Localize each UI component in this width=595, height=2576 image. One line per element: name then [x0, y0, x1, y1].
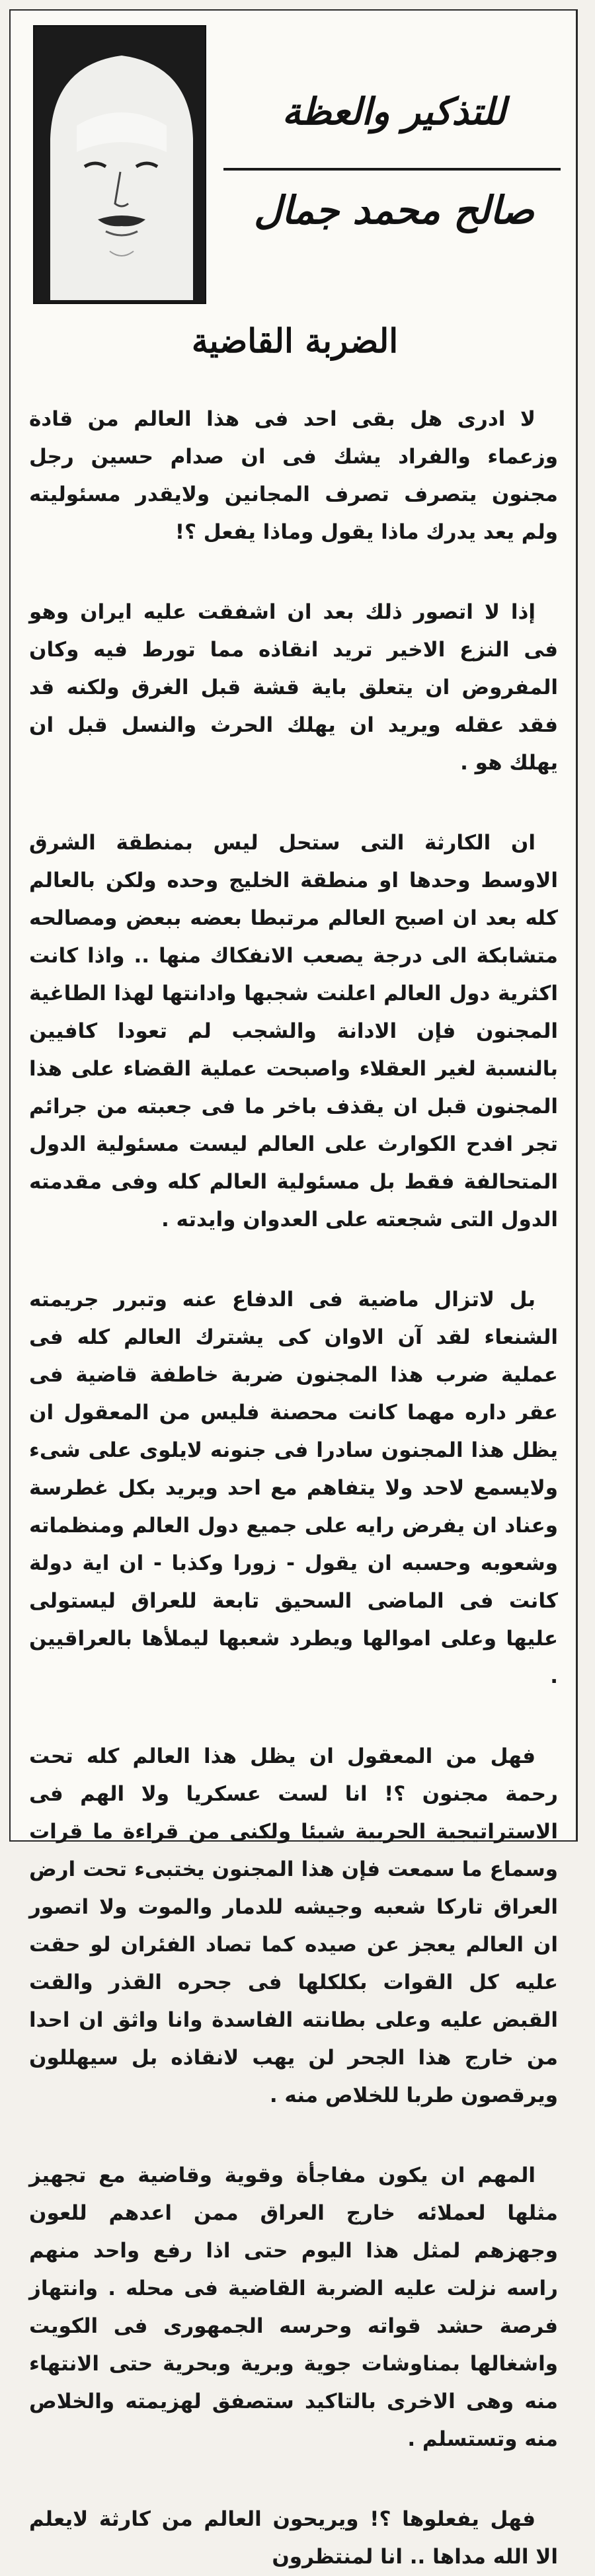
article-paragraph: المهم ان يكون مفاجأة وقوية وقاضية مع تجهيز مثلها لعملائه خارج العراق ممن اعدهم للعون وجهزهم لمثل هذا اليوم حتى اذا رفع واحد منهم راسه نزلت عليه الضربة القاضية فى محله . وانتهاز فرصة حشد قواته وحرسه الجمهورى فى الكويت واشغالها بمناوشات جوية وبرية وبحرية حتى الانتهاء منه وهى الاخرى بالتاكيد ستصفق لهزيمته والخلاص منه وتستسلم . [29, 2164, 558, 2451]
article-paragraph: ان الكارثة التى ستحل ليس بمنطقة الشرق الاوسط وحدها او منطقة الخليج وحده ولكن بالعالم كله بعد ان اصبح العالم مرتبطا بعضه ببعض ومصالحه متشابكة الى درجة يصعب الانفكاك منها .. واذا كانت اكثرية دول العالم اعلنت شجبها وادانتها لهذا الطاغية المجنون فإن الادانة والشجب لم تعودا كافيين بالنسبة لغير العقلاء واصبحت عملية القضاء على هذا المجنون قبل ان يقذف باخر ما فى جعبته من جرائم تجر افدح الكوارث على العالم ليست مسئولية الدول المتحالفة فقط بل مسئولية العالم كله وفى مقدمته الدول التى شجعته على العدوان وايدته . [29, 831, 558, 1231]
author-portrait [33, 25, 206, 304]
newspaper-clipping [9, 9, 578, 2569]
article-paragraph: إذا لا اتصور ذلك بعد ان اشفقت عليه ايران وهو فى النزع الاخير تريد انقاذه مما تورط فيه وكان المفروض ان يتعلق باية قشة قبل الغرق ولكنه قد فقد عقله ويريد ان يهلك الحرث والنسل قبل ان يهلك هو . [29, 600, 558, 775]
header-rule [223, 168, 561, 171]
article-paragraph: فهل يفعلوها ؟! ويريحون العالم من كارثة لايعلم الا الله مداها .. انا لمنتظرون [29, 2507, 558, 2569]
column-header [11, 11, 579, 321]
author-portrait-image [37, 26, 205, 300]
article-paragraph: فهل من المعقول ان يظل هذا العالم كله تحت رحمة مجنون ؟! انا لست عسكريا ولا الهم فى الاستراتيجية الحربية شيئا ولكنى من قراءة ما قرات وسماع ما سمعت فإن هذا المجنون يختبىء تحت ارض العراق تاركا شعبه وجيشه للدمار والموت ولا اتصور ان العالم يعجز عن صيده كما تصاد الفئران لو حقت عليه كل القوات بكلكلها فى جحره القذر والقت القبض عليه وعلى بطانته الفاسدة وانا واثق ان احدا من خارج هذا الجحر لن يهب لانقاذه بل سيهللون ويرقصون طربا للخلاص منه . [29, 1744, 558, 2107]
column-name: للتذكير والعظة [282, 90, 506, 134]
article-body [29, 401, 558, 2576]
article-headline: الضربة القاضية [191, 321, 399, 360]
author-name: صالح محمد جمال [253, 188, 535, 233]
article-paragraph: بل لاتزال ماضية فى الدفاع عنه وتبرر جريمته الشنعاء لقد آن الاوان كى يشترك العالم كله فى عملية ضرب هذا المجنون ضربة خاطفة قاضية فى عقر داره مهما كانت محصنة فليس من المعقول ان يظل هذا المجنون سادرا فى جنونه لايلوى على شىء ولايسمع لاحد ولا يتفاهم مع احد ويريد بكل غطرسة وعناد ان يفرض رايه على جميع دول العالم ومنظماته وشعوبه وحسبه ان يقول - زورا وكذبا - ان اية دولة كانت فى الماضى السحيق تابعة للعراق ليستولى عليها وعلى اموالها ويطرد شعبها ليملأها بالعراقيين . [29, 1288, 558, 1688]
article-paragraph: لا ادرى هل بقى احد فى هذا العالم من قادة وزعماء والفراد يشك فى ان صدام حسين رجل مجنون يتصرف تصرف المجانين ولايقدر مسئوليته ولم يعد يدرك ماذا يقول وماذا يفعل ؟! [29, 407, 558, 544]
